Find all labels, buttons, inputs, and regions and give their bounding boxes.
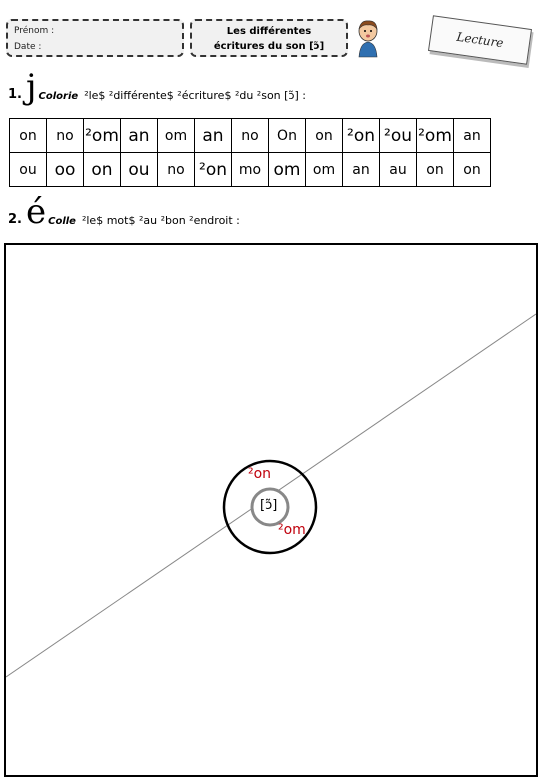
grid-cell[interactable]: om bbox=[158, 119, 195, 153]
grid-cell[interactable]: an bbox=[121, 119, 158, 153]
grid-cell[interactable]: au bbox=[380, 153, 417, 187]
section-1-number: 1. bbox=[8, 87, 22, 102]
grid-cell[interactable]: mo bbox=[232, 153, 269, 187]
grid-cell[interactable]: no bbox=[158, 153, 195, 187]
grid-cell[interactable]: On bbox=[269, 119, 306, 153]
grid-row-1 bbox=[10, 119, 491, 153]
grid-cell[interactable]: an bbox=[195, 119, 232, 153]
label-om: ²om bbox=[278, 522, 306, 538]
name-date-box bbox=[6, 19, 184, 57]
grid-cell[interactable]: an bbox=[454, 119, 491, 153]
center-sound-label: [ɔ̃] bbox=[260, 498, 278, 513]
section-2-letter: é bbox=[25, 192, 47, 232]
prenom-label: Prénom : bbox=[14, 26, 55, 36]
section-2-number: 2. bbox=[8, 212, 22, 227]
grid-cell[interactable]: no bbox=[232, 119, 269, 153]
grid-cell[interactable]: on bbox=[306, 119, 343, 153]
section-2-verb: Colle bbox=[48, 216, 76, 227]
syllable-grid bbox=[9, 118, 491, 187]
grid-cell[interactable]: on bbox=[84, 153, 121, 187]
worksheet-title bbox=[190, 19, 348, 57]
grid-cell[interactable]: no bbox=[47, 119, 84, 153]
lecture-card: Lecture bbox=[428, 15, 532, 65]
section-1-letter: j bbox=[25, 67, 37, 107]
grid-cell[interactable]: ²on bbox=[343, 119, 380, 153]
section-1-instruction bbox=[8, 67, 306, 107]
date-label: Date : bbox=[14, 42, 42, 52]
grid-cell[interactable]: ²ou bbox=[380, 119, 417, 153]
grid-cell[interactable]: ou bbox=[10, 153, 47, 187]
grid-cell[interactable]: on bbox=[10, 119, 47, 153]
grid-cell[interactable]: oo bbox=[47, 153, 84, 187]
grid-cell[interactable]: on bbox=[454, 153, 491, 187]
grid-cell[interactable]: ²om bbox=[417, 119, 454, 153]
section-2-text: ²le$ mot$ ²au ²bon ²endroit : bbox=[81, 214, 240, 227]
sorting-frame[interactable] bbox=[4, 243, 538, 777]
grid-cell[interactable]: ²on bbox=[195, 153, 232, 187]
label-on: ²on bbox=[248, 466, 272, 482]
section-1-text: ²le$ ²différente$ ²écriture$ ²du ²son [ɔ̃] : bbox=[84, 89, 306, 102]
section-2-instruction bbox=[8, 192, 240, 232]
grid-cell[interactable]: on bbox=[417, 153, 454, 187]
child-avatar-icon bbox=[356, 20, 380, 58]
section-1-verb: Colorie bbox=[38, 91, 79, 102]
title-line-1: Les différentes bbox=[226, 26, 312, 37]
grid-cell[interactable]: an bbox=[343, 153, 380, 187]
grid-cell[interactable]: om bbox=[269, 153, 306, 187]
grid-cell[interactable]: ou bbox=[121, 153, 158, 187]
title-line-2: écritures du son [ɔ̃] bbox=[213, 41, 325, 52]
grid-cell[interactable]: om bbox=[306, 153, 343, 187]
grid-row-2 bbox=[10, 153, 491, 187]
grid-cell[interactable]: ²om bbox=[84, 119, 121, 153]
